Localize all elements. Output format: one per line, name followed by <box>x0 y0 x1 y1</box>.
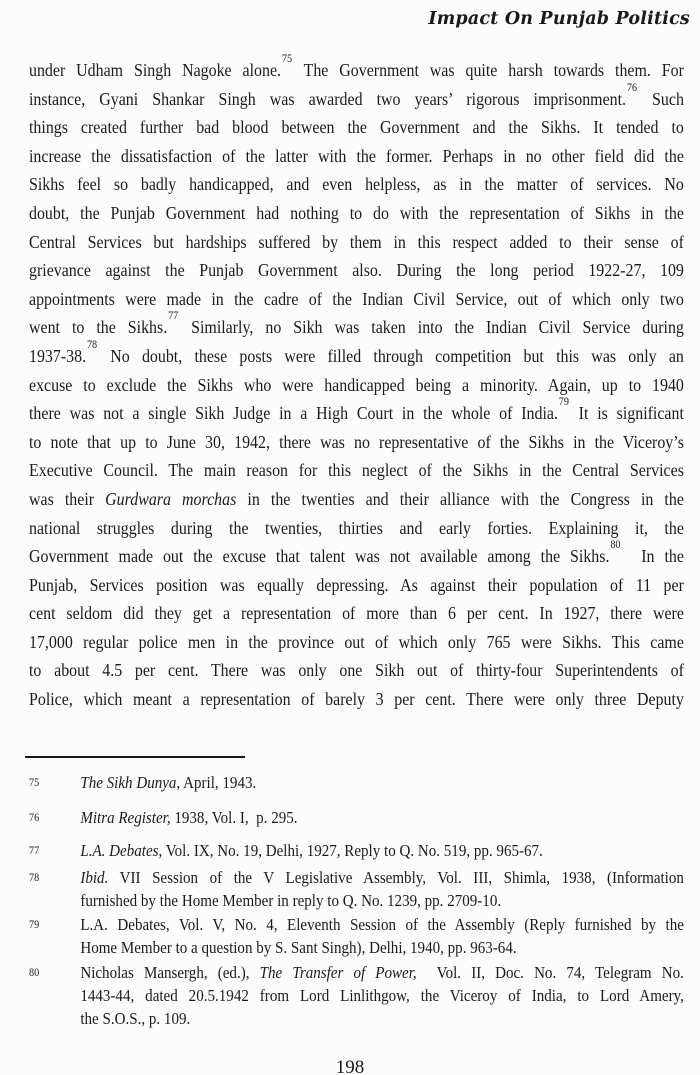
text-run: was their <box>29 488 106 509</box>
footnote-item <box>29 913 684 959</box>
text-run: Punjab, Services position was equally depressing. As against their population of 11 per <box>29 574 684 595</box>
footnote-text <box>80 961 684 1030</box>
text-run: excuse to exclude the Sikhs who were handicapped being a minority. Again, up to 1940 <box>29 374 684 395</box>
italic-text: Mitra Register, <box>80 808 171 827</box>
text-run: VII Session of the V Legislative Assembly, Vol. III, Shimla, 1938, (Information <box>108 868 684 887</box>
footnote-item <box>29 771 684 795</box>
text-run: Executive Council. The main reason for this neglect of the Sikhs in the Central Services <box>29 460 684 481</box>
text-run: grievance against the Punjab Government also. During the long period 1922-27, 109 <box>29 260 684 281</box>
footnote-line <box>80 1007 684 1030</box>
footnote-ref: 75 <box>281 53 293 65</box>
page-number: 198 <box>335 1057 365 1075</box>
text-run: went to the Sikhs. <box>29 317 168 338</box>
footnote-line <box>80 866 684 889</box>
text-run: under Udham Singh Nagoke alone. <box>29 60 282 80</box>
italic-text: The Transfer of Power, <box>259 963 417 982</box>
text-run: to about 4.5 per cent. There was only one Sikh out of thirty-four Superintendents of <box>29 660 684 681</box>
text-run: Government made out the excuse that talent was not available among the Sikhs. <box>29 546 610 567</box>
text-run: Nicholas Mansergh, (ed.), <box>80 963 260 982</box>
footnote-line <box>80 984 684 1007</box>
footnote-line <box>80 806 684 829</box>
text-run: things created further bad blood between the Government and the Sikhs. It tended to <box>29 117 684 138</box>
text-run: doubt, the Punjab Government had nothing to do with the representation of Sikhs in the <box>29 202 684 223</box>
text-run: the S.O.S., p. 109. <box>80 1009 191 1028</box>
footnote-line <box>80 889 684 912</box>
text-run: L.A. Debates, Vol. V, No. 4, Eleventh Session of the Assembly (Reply furnished by the <box>80 915 684 934</box>
italic-text: Gurdwara morchas <box>105 488 237 509</box>
footnote-line <box>80 936 684 959</box>
footnote-line <box>80 839 684 862</box>
footnote-text <box>80 866 684 912</box>
text-run: increase the dissatisfaction of the latter with the former. Perhaps in no other field did the <box>29 145 684 166</box>
footnote-item <box>29 839 684 863</box>
text-run: Home Member to a question by S. Sant Singh), Delhi, 1940, pp. 963-64. <box>80 938 517 957</box>
footnote-text <box>80 839 684 862</box>
footnote-ref: 80 <box>610 539 621 552</box>
text-run: Police, which meant a representation of barely 3 per cent. There were only three Deputy <box>29 689 684 710</box>
footnotes-section <box>29 0 684 1075</box>
footnote-line <box>80 771 684 794</box>
italic-text: L.A. Debates <box>80 841 159 860</box>
footnote-number: 78 <box>29 872 40 884</box>
footnote-ref: 76 <box>626 81 638 94</box>
text-run: 1938, Vol. I, p. 295. <box>170 808 298 827</box>
footnote-item <box>29 961 684 1030</box>
text-run: appointments were made in the cadre of the Indian Civil Service, out of which only two <box>29 288 684 309</box>
text-run: in the twenties and their alliance with the Congress in the <box>236 488 684 509</box>
footnote-number: 77 <box>29 845 40 857</box>
running-header: Impact On Punjab Politics <box>428 9 690 29</box>
text-run: to note that up to June 30, 1942, there was no representative of the Sikhs in the Viceroy’s <box>29 431 684 452</box>
footnote-line <box>80 961 684 984</box>
text-run: there was not a single Sikh Judge in a High Court in the whole of India. <box>29 403 558 424</box>
text-run: cent seldom did they get a representation of more than 6 per cent. In 1927, there were <box>29 603 684 624</box>
text-run: instance, Gyani Shankar Singh was awarded two years’ rigorous imprisonment. <box>29 88 627 109</box>
text-run: Similarly, no Sikh was taken into the Indian Civil Service during <box>179 317 684 338</box>
footnote-ref: 78 <box>86 338 98 351</box>
footnote-number: 76 <box>29 812 40 824</box>
italic-text: Ibid. <box>80 868 109 887</box>
text-run: furnished by the Home Member in reply to Q. No. 1239, pp. 2709-10. <box>80 891 502 910</box>
text-run: No doubt, these posts were filled through competition but this was only an <box>98 345 684 366</box>
footnote-ref: 77 <box>168 310 179 323</box>
text-run: Such <box>637 88 684 109</box>
text-run: Vol. II, Doc. No. 74, Telegram No. <box>416 963 684 982</box>
footnote-ref: 79 <box>558 396 569 409</box>
footnote-text <box>80 913 684 959</box>
footnote-text <box>80 771 684 794</box>
footnote-item <box>29 866 684 912</box>
text-run: It is significant <box>569 403 684 424</box>
footnote-number: 79 <box>29 919 40 931</box>
text-run: Central Services but hardships suffered by them in this respect added to their sense of <box>29 231 684 252</box>
italic-text: The Sikh Dunya <box>80 773 177 792</box>
text-run: 1937-38. <box>29 345 87 366</box>
text-run: The Government was quite harsh towards them. For <box>292 60 684 80</box>
footnote-number: 75 <box>29 777 40 789</box>
footnote-line <box>80 913 684 936</box>
text-run: , April, 1943. <box>176 773 257 792</box>
text-run: national struggles during the twenties, thirties and early forties. Explaining it, the <box>29 517 684 538</box>
text-run: , Vol. IX, No. 19, Delhi, 1927, Reply to Q. No. 519, pp. 965-67. <box>158 841 543 860</box>
text-run: 1443-44, dated 20.5.1942 from Lord Linlithgow, the Viceroy of India, to Lord Amery, <box>80 986 684 1005</box>
footnote-item <box>29 806 684 830</box>
text-run: Sikhs feel so badly handicapped, and even helpless, as in the matter of services. No <box>29 174 684 195</box>
footnote-text <box>80 806 684 829</box>
footnote-number: 80 <box>29 967 40 979</box>
text-run: 17,000 regular police men in the province out of which only 765 were Sikhs. This came <box>29 631 684 652</box>
text-run: In the <box>621 546 684 567</box>
